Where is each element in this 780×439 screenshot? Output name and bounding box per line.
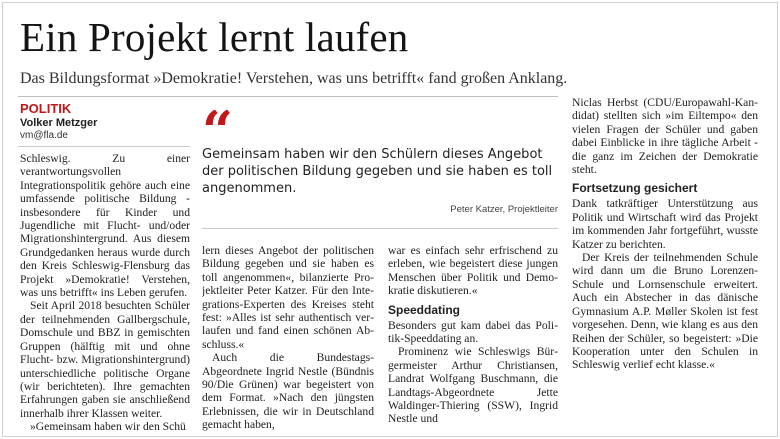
pullquote-text: Gemeinsam haben wir den Schülern dieses Angebot der politischen Bildung gegeben und sie haben es toll angenommen. [202,147,553,196]
article-column-4 [572,96,758,434]
subheadline: Das Bildungsformat »Demokratie! Verstehen, was uns betrifft« fand großen Anklang. [20,70,568,87]
divider [18,146,190,147]
paragraph: lern dieses Angebot der politischen Bildung gegeben und sie haben es toll angenommen«, bilanzierte Projektleiter Peter Katzer. Für den Integrations-Experten des Kreises steht fest: »Alles ist sehr authentisch verlaufen und fand einen schönen Abschluss.« [202,244,374,351]
paragraph: Prominenz wie Schleswigs Bürgermeister Arthur Christiansen, Landrat Wolfgang Buschmann, die Landtags-Abgeordnete Jette Waldinger-Thiering (SSW), Ingrid Nestle und [388,345,558,426]
paragraph: Der Kreis der teilnehmenden Schule wird dann um die Bruno Lorenzen-Schule und Lornsenschule erweitert. Auch ein Abstecher in das dänische Gymnasium A.P. Møller Skolen ist fest vorgesehen. Denn, wie klang es aus den Reihen der Schüler, so begeistert: »Die Kooperation unter den Schulen in Schleswig verlief echt klasse.« [572,251,758,372]
quote-icon: “ [202,99,234,163]
article-column-1 [20,152,190,434]
section-heading: Fortsetzung gesichert [572,181,698,196]
paragraph: »Gemeinsam haben wir den Schü [30,420,186,434]
paragraph: Dank tatkräftiger Unterstützung aus Politik und Wirtschaft wird das Projekt im kommenden Jahr fortgeführt, wusste Katzer zu berichten. [572,197,758,251]
author-email: vm@fla.de [20,130,68,141]
headline: Ein Projekt lernt laufen [20,14,409,60]
department-label: POLITIK [20,101,72,116]
paragraph: war es einfach sehr erfrischend zu erleben, wie begeistert diese jungen Menschen über Politik und Demokratie diskutieren.« [388,244,558,298]
paragraph: Schleswig. Zu einer verantwortungsvollen Integrationspolitik gehöre auch eine umfassende politische Bildung - insbesondere für Kinder und Jugendliche mit Flucht- und/oder Migrationshintergrund. Aus diesem Grundgedanken heraus wurde durch den Kreis Schleswig-Flensburg das Projekt »Demokratie! Verstehen, was uns betrifft« ins Leben gerufen. [20,152,190,300]
divider [18,96,558,97]
section-heading: Speeddating [388,302,461,317]
pullquote-attribution: Peter Katzer, Projektleiter [450,204,558,215]
author-name: Volker Metzger [20,117,98,129]
paragraph: Niclas Herbst (CDU/Europawahl-Kandidat) stellten sich »im Eiltempo« den vielen Fragen der Schüler und gaben dabei Einblicke in ihre tägliche Arbeit - die ganz im Zeichen der Demokratie steht. [572,96,758,177]
paragraph: Auch die Bundestags-Abgeordnete Ingrid Nestle (Bündnis 90/Die Grünen) war begeistert von dem Format. »Nach den jüngsten Erlebnissen, die wir in Deutschland gemacht haben, [202,351,374,432]
paragraph: Seit April 2018 besuchten Schüler der teilnehmenden Gallbergschule, Domschule und BBZ in gemischten Gruppen (hälftig mit und ohne Flucht- bzw. Migrationshintergrund) unterschiedliche politische Organe (wir berichteten). Ihre gemachten Erfahrungen gaben sie anschließend innerhalb ihrer Klassen weiter. [20,299,190,420]
pullquote [202,99,558,229]
paragraph: Besonders gut kam dabei das Politik-Speeddating an. [388,318,558,346]
article-column-2 [202,244,374,434]
article-column-3 [388,244,558,434]
byline-block [20,101,190,142]
